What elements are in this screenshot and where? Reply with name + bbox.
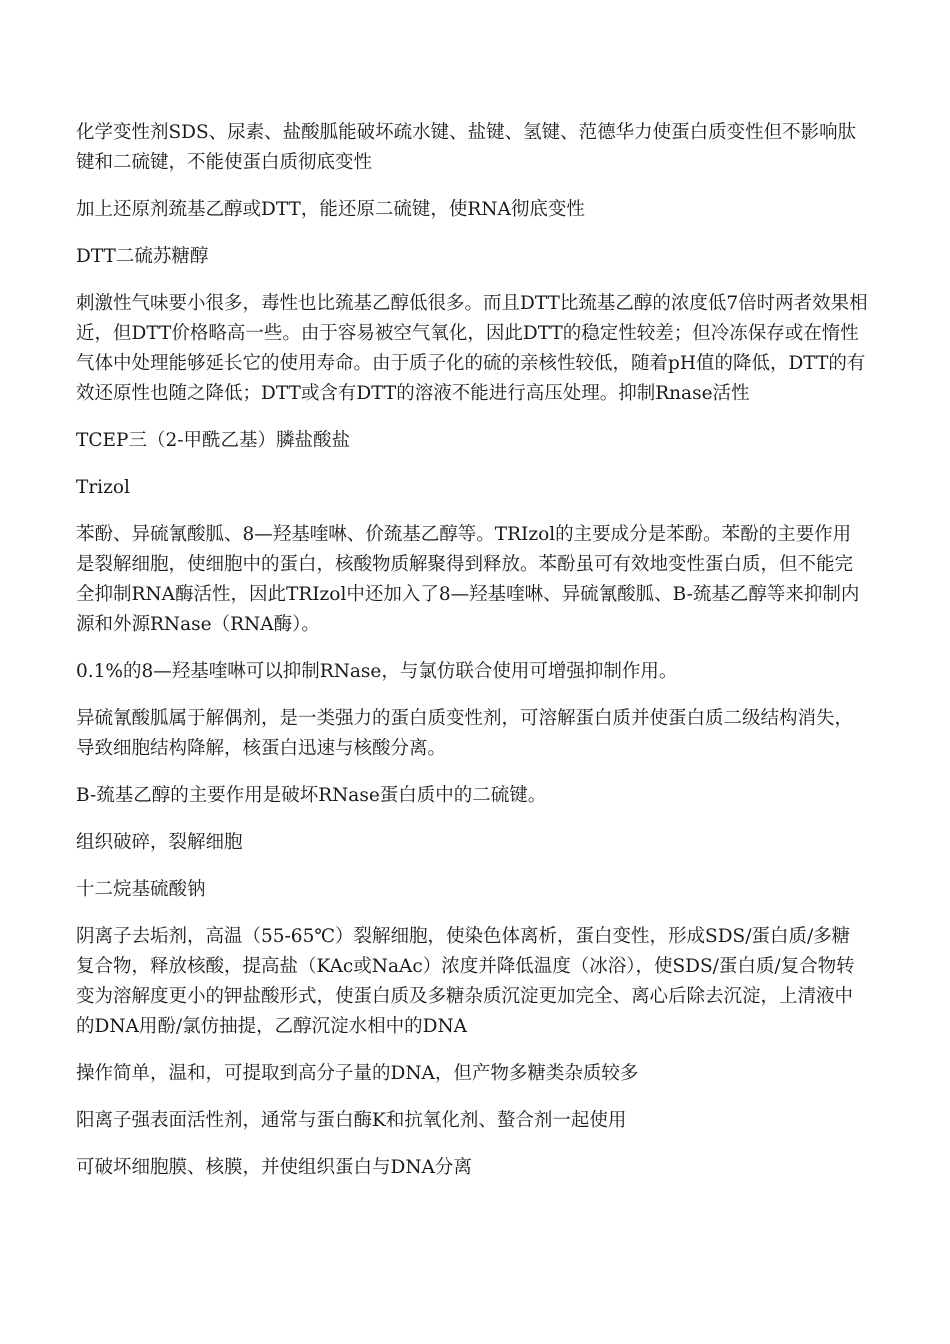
paragraph-hydroxyquinoline: 0.1%的8—羟基喹啉可以抑制RNase，与氯仿联合使用可增强抑制作用。 <box>76 661 678 682</box>
paragraph-mercaptoethanol: B-巯基乙醇的主要作用是破坏RNase蛋白质中的二硫键。 <box>76 785 547 806</box>
paragraph-sds-heading: 十二烷基硫酸钠 <box>76 879 206 900</box>
paragraph-reducing-agents: 加上还原剂巯基乙醇或DTT，能还原二硫键，使RNA彻底变性 <box>76 199 585 220</box>
paragraph-dtt-description: 刺激性气味要小很多，毒性也比巯基乙醇低很多。而且DTT比巯基乙醇的浓度低7倍时两者效果相近，但DTT价格略高一些。由于容易被空气氧化，因此DTT的稳定性较差；但冷冻保存或在惰性气体中处理能够延长它的使用寿命。由于质子化的硫的亲核性较低，随着pH值的降低，DTT的有效还原性也随之降低；DTT或含有DTT的溶液不能进行高压处理。抑制Rnase活性 <box>76 293 868 404</box>
paragraph-chemical-denaturants: 化学变性剂SDS、尿素、盐酸胍能破坏疏水键、盐键、氢键、范德华力使蛋白质变性但不影响肽键和二硫键，不能使蛋白质彻底变性 <box>76 122 857 173</box>
paragraph-trizol-heading: Trizol <box>76 477 130 498</box>
paragraph-tcep-heading: TCEP三（2-甲酰乙基）膦盐酸盐 <box>76 430 350 451</box>
document-body <box>76 118 868 1200</box>
paragraph-sds-description: 阴离子去垢剂，高温（55-65℃）裂解细胞，使染色体离析，蛋白变性，形成SDS/蛋白质/多糖复合物，释放核酸，提高盐（KAc或NaAc）浓度并降低温度（冰浴），使SDS/蛋白质/复合物转变为溶解度更小的钾盐酸形式，使蛋白质及多糖杂质沉淀更加完全、离心后除去沉淀，上清液中的DNA用酚/氯仿抽提，乙醇沉淀水相中的DNA <box>76 926 855 1037</box>
paragraph-membrane-disruption: 可破坏细胞膜、核膜，并使组织蛋白与DNA分离 <box>76 1157 472 1178</box>
paragraph-cationic-surfactant: 阳离子强表面活性剂，通常与蛋白酶K和抗氧化剂、螯合剂一起使用 <box>76 1110 627 1131</box>
paragraph-dtt-heading: DTT二硫苏糖醇 <box>76 246 209 267</box>
paragraph-tissue-lysis: 组织破碎，裂解细胞 <box>76 832 243 853</box>
paragraph-guanidine: 异硫氰酸胍属于解偶剂，是一类强力的蛋白质变性剂，可溶解蛋白质并使蛋白质二级结构消失，导致细胞结构降解，核蛋白迅速与核酸分离。 <box>76 708 854 759</box>
paragraph-sds-pros-cons: 操作简单，温和，可提取到高分子量的DNA，但产物多糖类杂质较多 <box>76 1063 639 1084</box>
paragraph-trizol-components: 苯酚、异硫氰酸胍、8—羟基喹啉、价巯基乙醇等。TRIzol的主要成分是苯酚。苯酚的主要作用是裂解细胞，使细胞中的蛋白，核酸物质解聚得到释放。苯酚虽可有效地变性蛋白质，但不能完全抑制RNA酶活性，因此TRIzol中还加入了8—羟基喹啉、异硫氰酸胍、B-巯基乙醇等来抑制内源和外源RNase（RNA酶）。 <box>76 524 860 635</box>
